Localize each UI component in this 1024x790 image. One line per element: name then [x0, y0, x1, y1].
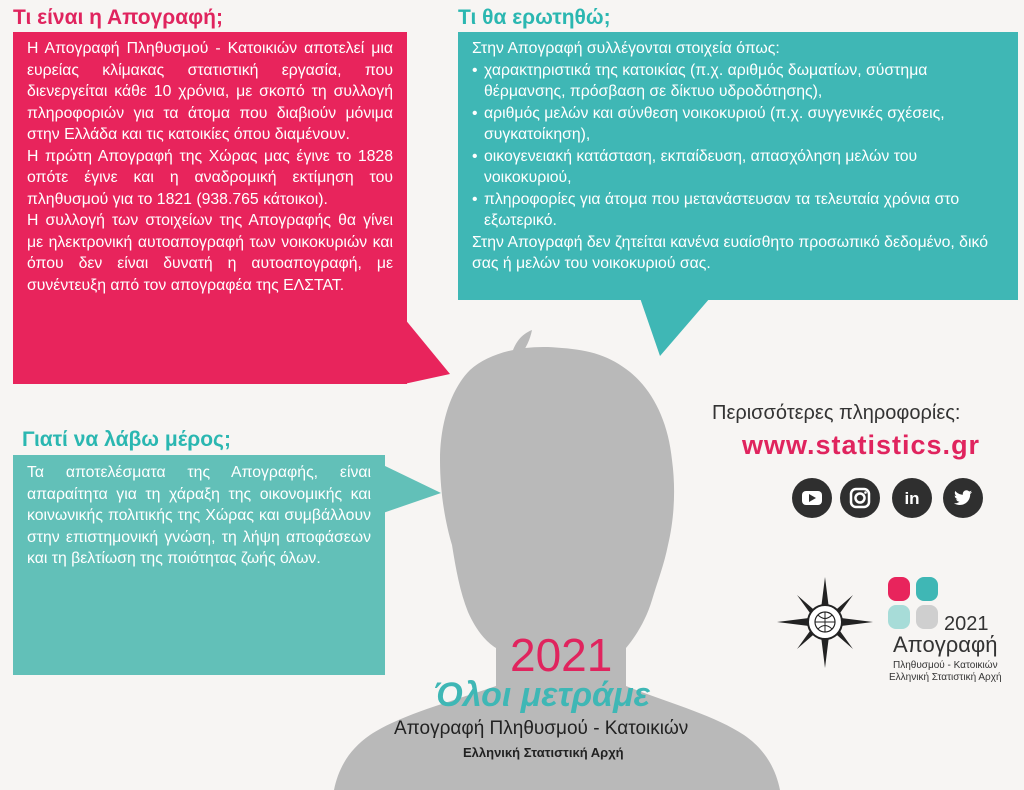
instagram-icon[interactable] — [840, 478, 880, 518]
campaign-slogan: Όλοι μετράμε — [434, 676, 650, 714]
census-logo-mark — [888, 577, 940, 631]
what-asked-outro: Στην Απογραφή δεν ζητείται κανένα ευαίσθητο προσωπικό δεδομένο, δικό σας ή μελών του νοικοκυριού σας. — [472, 233, 988, 272]
campaign-year: 2021 — [510, 629, 613, 681]
list-item: • πληροφορίες για άτομα που μετανάστευσαν τα τελευταία χρόνια στο εξωτερικό. — [472, 189, 1004, 232]
logo-year: 2021 — [944, 613, 989, 635]
list-item: • αριθμός μελών και σύνθεση νοικοκυριού (π.χ. συγγενικές σχέσεις, συγκατοίκηση), — [472, 103, 1004, 146]
linkedin-icon[interactable] — [892, 478, 932, 518]
what-asked-bubble — [458, 32, 1018, 300]
what-is-paragraph: Η πρώτη Απογραφή της Χώρας μας έγινε το 1828 οπότε έγινε και η αναδρομική εκτίμηση του πληθυσμού για το 1821 (938.765 κάτοικοι). — [27, 147, 393, 208]
list-item: • οικογενειακή κατάσταση, εκπαίδευση, απασχόληση μελών του νοικοκυριού, — [472, 146, 1004, 189]
twitter-icon[interactable] — [943, 478, 983, 518]
why-bubble — [13, 455, 385, 675]
campaign-title: Απογραφή Πληθυσμού - Κατοικιών — [394, 718, 689, 739]
logo-subtitle — [889, 660, 1002, 684]
agency-name: Ελληνική Στατιστική Αρχή — [463, 745, 624, 760]
what-is-bubble — [13, 32, 407, 384]
what-asked-bubble-tail — [640, 298, 710, 358]
elstat-compass-logo — [775, 575, 875, 670]
youtube-icon[interactable] — [792, 478, 832, 518]
what-asked-heading: Τι θα ερωτηθώ; — [458, 6, 611, 29]
more-info-label: Περισσότερες πληροφορίες: — [712, 402, 961, 424]
list-item: • χαρακτηριστικά της κατοικίας (π.χ. αριθμός δωματίων, σύστημα θέρμανσης, πρόσβαση σε δίκτυο υδροδότησης), — [472, 60, 1004, 103]
why-bubble-tail — [383, 465, 443, 515]
what-asked-intro: Στην Απογραφή συλλέγονται στοιχεία όπως: — [472, 40, 780, 57]
why-heading: Γιατί να λάβω μέρος; — [22, 428, 231, 451]
logo-title: Απογραφή — [893, 632, 998, 657]
logo-subtitle-line: Πληθυσμού - Κατοικιών — [892, 660, 998, 671]
what-is-heading: Τι είναι η Απογραφή; — [13, 6, 223, 29]
why-text: Τα αποτελέσματα της Απογραφής, είναι απαραίτητα για τη χάραξη της οικονομικής και κοινωνικής πολιτικής της Χώρας και συμβάλλουν στην επιστημονική γνώση, τη λήψη αποφάσεων και τη βελτίωση της ποιότητας ζωής όλων. — [27, 464, 371, 567]
svg-text:in: in — [904, 489, 920, 508]
what-asked-list — [472, 60, 1004, 232]
what-is-paragraph: Η συλλογή των στοιχείων της Απογραφής θα γίνει με ηλεκτρονική αυτοαπογραφή των νοικοκυριών και όπου δεν είναι δυνατή η αυτοαπογραφή, με συνέντευξη από τον απογραφέα της ΕΛΣΤΑΤ. — [27, 212, 393, 294]
what-is-bubble-tail — [404, 318, 454, 384]
website-link[interactable]: www.statistics.gr — [742, 430, 981, 460]
what-is-paragraph: Η Απογραφή Πληθυσμού - Κατοικιών αποτελεί μια ευρείας κλίμακας στατιστική εργασία, που διενεργείται κάθε 10 χρόνια, με σκοπό τη συλλογή πληροφοριών για τα άτομα που διαβιούν μόνιμα στην Ελλάδα και τις κατοικίες όπου διαμένουν. — [27, 40, 393, 143]
logo-subtitle-line: Ελληνική Στατιστική Αρχή — [889, 672, 1002, 683]
